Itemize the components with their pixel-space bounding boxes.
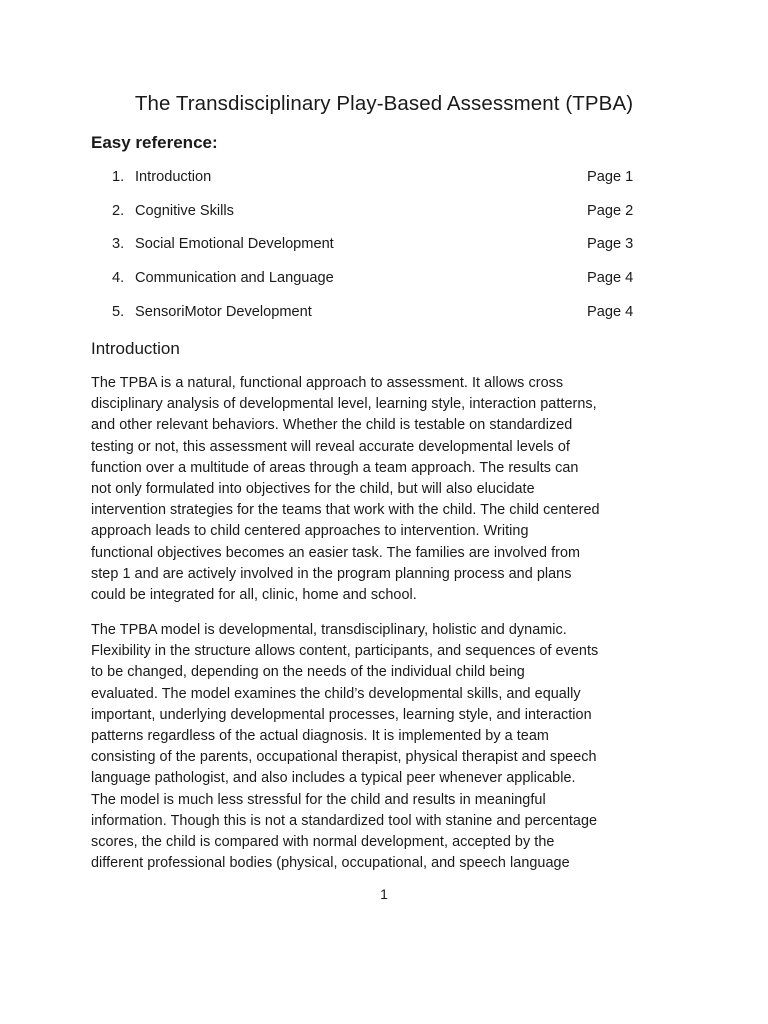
toc-item-communication-language (0, 268, 768, 302)
text-line: evaluated. The model examines the child’s developmental skills, and equally (91, 685, 581, 702)
document-title: The Transdisciplinary Play-Based Assessment (TPBA) (134, 92, 634, 115)
text-line: language pathologist, and also includes a typical peer whenever applicable. (91, 770, 576, 787)
toc-item-introduction (0, 167, 768, 201)
toc-item-page: Page 4 (587, 270, 634, 287)
paragraph-2 (91, 620, 681, 874)
toc-item-label: Social Emotional Development (135, 236, 334, 253)
text-line: Flexibility in the structure allows content, participants, and sequences of events (91, 643, 599, 660)
text-line: step 1 and are actively involved in the program planning process and plans (91, 565, 572, 582)
table-of-contents (0, 167, 768, 335)
text-line: important, underlying developmental processes, learning style, and interaction (91, 706, 592, 723)
text-line: intervention strategies for the teams that work with the child. The child centered (91, 502, 600, 519)
text-line: The TPBA model is developmental, transdisciplinary, holistic and dynamic. (91, 622, 567, 638)
toc-item-page: Page 2 (587, 202, 634, 219)
toc-item-number: 3. (112, 236, 125, 253)
paragraph-1 (91, 373, 681, 606)
text-line: not only formulated into objectives for the child, but will also elucidate (91, 481, 535, 498)
toc-item-number: 2. (112, 202, 125, 219)
toc-item-label: Communication and Language (135, 270, 334, 287)
text-line: consisting of the parents, occupational therapist, physical therapist and speech (91, 749, 597, 766)
toc-item-number: 1. (112, 169, 125, 185)
toc-item-sensorimotor (0, 302, 768, 336)
text-line: The model is much less stressful for the child and results in meaningful (91, 791, 546, 808)
text-line: to be changed, depending on the needs of the individual child being (91, 664, 525, 681)
toc-item-page: Page 1 (587, 169, 634, 185)
text-line: disciplinary analysis of developmental level, learning style, interaction patterns, (91, 396, 597, 413)
toc-item-page: Page 3 (587, 236, 634, 253)
text-line: approach leads to child centered approaches to intervention. Writing (91, 523, 529, 540)
toc-item-social-emotional (0, 234, 768, 268)
toc-item-label: Cognitive Skills (135, 202, 234, 219)
toc-item-cognitive-skills (0, 201, 768, 235)
text-line: different professional bodies (physical, occupational, and speech language (91, 855, 570, 872)
toc-item-page: Page 4 (587, 303, 634, 320)
text-line: patterns regardless of the actual diagnosis. It is implemented by a team (91, 728, 549, 745)
text-line: function over a multitude of areas through a team approach. The results can (91, 459, 579, 476)
toc-item-label: Introduction (135, 169, 212, 185)
text-line: and other relevant behaviors. Whether the child is testable on standardized (91, 417, 573, 434)
toc-item-number: 5. (112, 303, 125, 320)
text-line: The TPBA is a natural, functional approach to assessment. It allows cross (91, 375, 564, 391)
text-line: scores, the child is compared with normal development, accepted by the (91, 834, 555, 851)
text-line: could be integrated for all, clinic, home and school. (91, 587, 417, 604)
text-line: functional objectives becomes an easier task. The families are involved from (91, 544, 581, 561)
text-line: information. Though this is not a standardized tool with stanine and percentage (91, 812, 598, 829)
toc-item-label: SensoriMotor Development (135, 303, 312, 320)
section-heading-introduction: Introduction (91, 339, 180, 358)
easy-reference-heading: Easy reference: (91, 133, 218, 152)
text-line: testing or not, this assessment will reveal accurate developmental levels of (91, 438, 570, 455)
page-number: 1 (380, 886, 388, 902)
toc-item-number: 4. (112, 270, 125, 287)
